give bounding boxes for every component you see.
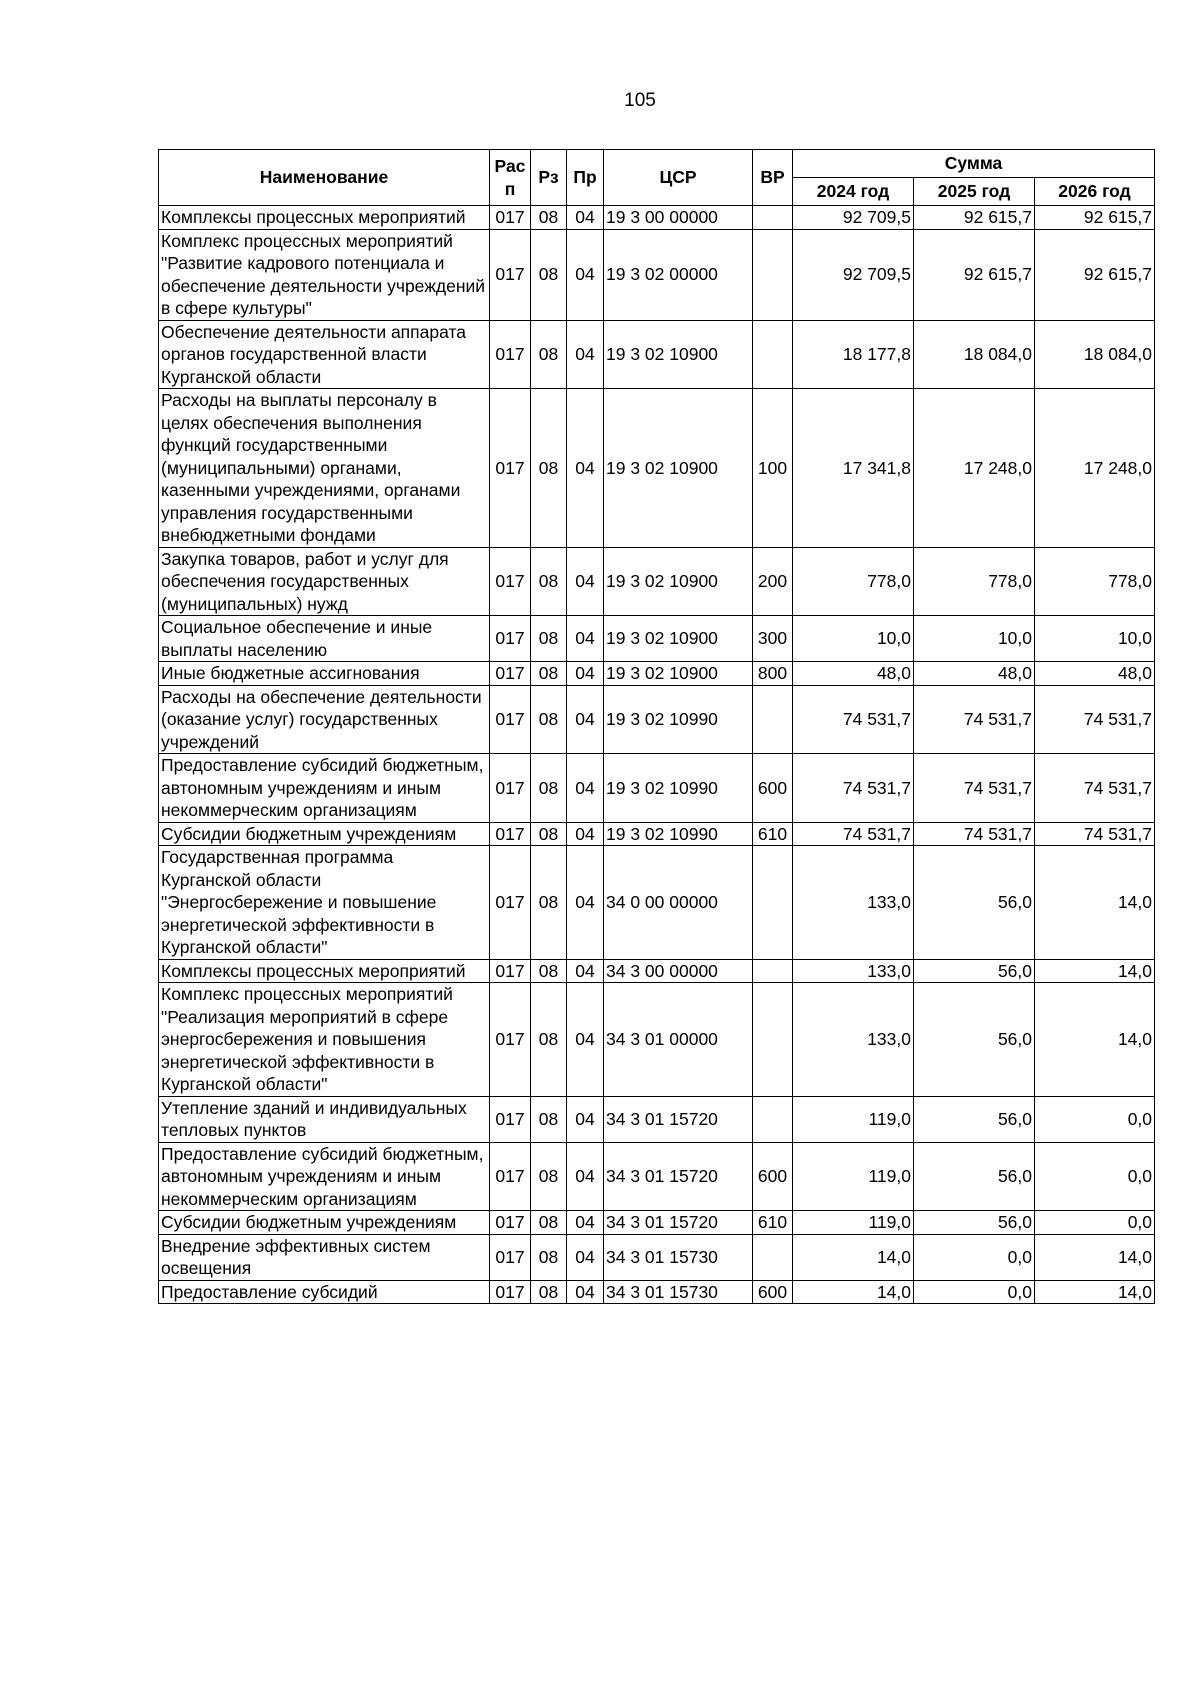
row-pr: 04	[567, 662, 604, 686]
row-amount-2025: 0,0	[914, 1280, 1035, 1304]
row-name: Предоставление субсидий	[159, 1280, 490, 1304]
table-body	[159, 206, 1155, 1304]
row-amount-2025: 74 531,7	[914, 754, 1035, 823]
row-amount-2026: 0,0	[1035, 1142, 1155, 1211]
row-pr: 04	[567, 822, 604, 846]
budget-table	[158, 149, 1155, 1304]
row-amount-2024: 119,0	[793, 1142, 914, 1211]
row-rasp: 017	[490, 662, 531, 686]
row-pr: 04	[567, 229, 604, 320]
row-rz: 08	[531, 1280, 567, 1304]
row-pr: 04	[567, 1280, 604, 1304]
row-name: Иные бюджетные ассигнования	[159, 662, 490, 686]
row-rasp: 017	[490, 389, 531, 548]
row-amount-2026: 92 615,7	[1035, 206, 1155, 230]
row-pr: 04	[567, 983, 604, 1097]
row-csr: 19 3 02 10990	[604, 685, 753, 754]
row-vr: 800	[753, 662, 793, 686]
header-csr: ЦСР	[604, 150, 753, 206]
row-amount-2026: 14,0	[1035, 959, 1155, 983]
page-number: 105	[624, 90, 656, 111]
table-row	[159, 1234, 1155, 1280]
row-vr	[753, 959, 793, 983]
row-rasp: 017	[490, 822, 531, 846]
table-row	[159, 685, 1155, 754]
row-pr: 04	[567, 389, 604, 548]
row-rz: 08	[531, 1142, 567, 1211]
row-amount-2024: 92 709,5	[793, 206, 914, 230]
row-amount-2026: 10,0	[1035, 616, 1155, 662]
row-vr: 600	[753, 754, 793, 823]
row-amount-2024: 133,0	[793, 983, 914, 1097]
row-vr: 200	[753, 547, 793, 616]
row-amount-2026: 48,0	[1035, 662, 1155, 686]
row-rasp: 017	[490, 320, 531, 389]
row-rasp: 017	[490, 1211, 531, 1235]
table-row	[159, 547, 1155, 616]
row-rz: 08	[531, 1096, 567, 1142]
row-pr: 04	[567, 1234, 604, 1280]
row-csr: 34 3 01 15720	[604, 1211, 753, 1235]
row-vr	[753, 1096, 793, 1142]
row-csr: 19 3 02 10900	[604, 662, 753, 686]
row-amount-2025: 56,0	[914, 1096, 1035, 1142]
row-name: Комплексы процессных мероприятий	[159, 206, 490, 230]
header-pr: Пр	[567, 150, 604, 206]
row-rasp: 017	[490, 754, 531, 823]
row-name: Внедрение эффективных систем освещения	[159, 1234, 490, 1280]
row-vr	[753, 206, 793, 230]
row-amount-2024: 14,0	[793, 1280, 914, 1304]
row-amount-2025: 18 084,0	[914, 320, 1035, 389]
row-amount-2024: 92 709,5	[793, 229, 914, 320]
row-rz: 08	[531, 959, 567, 983]
row-pr: 04	[567, 1142, 604, 1211]
row-csr: 34 0 00 00000	[604, 846, 753, 960]
row-name: Предоставление субсидий бюджетным, автономным учреждениям и иным некоммерческим организациям	[159, 1142, 490, 1211]
row-pr: 04	[567, 1096, 604, 1142]
row-vr: 610	[753, 822, 793, 846]
row-rz: 08	[531, 616, 567, 662]
row-amount-2025: 92 615,7	[914, 229, 1035, 320]
row-amount-2025: 56,0	[914, 846, 1035, 960]
row-vr: 600	[753, 1280, 793, 1304]
table-row	[159, 822, 1155, 846]
row-amount-2025: 74 531,7	[914, 822, 1035, 846]
row-name: Расходы на выплаты персоналу в целях обеспечения выполнения функций государственными (муниципальными) органами, казенными учреждениями, органами управления государственными внебюджетными фондами	[159, 389, 490, 548]
row-rz: 08	[531, 662, 567, 686]
row-rasp: 017	[490, 1280, 531, 1304]
row-rz: 08	[531, 685, 567, 754]
row-amount-2026: 14,0	[1035, 1280, 1155, 1304]
row-amount-2024: 119,0	[793, 1096, 914, 1142]
row-rasp: 017	[490, 983, 531, 1097]
row-amount-2026: 0,0	[1035, 1096, 1155, 1142]
row-name: Утепление зданий и индивидуальных тепловых пунктов	[159, 1096, 490, 1142]
row-vr: 300	[753, 616, 793, 662]
row-rz: 08	[531, 389, 567, 548]
row-csr: 34 3 01 15720	[604, 1096, 753, 1142]
row-amount-2024: 74 531,7	[793, 754, 914, 823]
row-rasp: 017	[490, 1234, 531, 1280]
table-row	[159, 983, 1155, 1097]
row-amount-2026: 74 531,7	[1035, 685, 1155, 754]
header-year-2026: 2026 год	[1035, 178, 1155, 206]
row-vr: 100	[753, 389, 793, 548]
row-csr: 34 3 01 15720	[604, 1142, 753, 1211]
row-amount-2025: 778,0	[914, 547, 1035, 616]
row-csr: 34 3 01 15730	[604, 1234, 753, 1280]
row-name: Комплексы процессных мероприятий	[159, 959, 490, 983]
table-row	[159, 229, 1155, 320]
row-amount-2025: 10,0	[914, 616, 1035, 662]
row-pr: 04	[567, 320, 604, 389]
header-year-2025: 2025 год	[914, 178, 1035, 206]
row-amount-2025: 74 531,7	[914, 685, 1035, 754]
row-rz: 08	[531, 754, 567, 823]
row-rz: 08	[531, 547, 567, 616]
table-row	[159, 662, 1155, 686]
row-amount-2025: 0,0	[914, 1234, 1035, 1280]
row-amount-2026: 74 531,7	[1035, 754, 1155, 823]
row-rasp: 017	[490, 547, 531, 616]
row-name: Предоставление субсидий бюджетным, автономным учреждениям и иным некоммерческим организациям	[159, 754, 490, 823]
row-amount-2026: 778,0	[1035, 547, 1155, 616]
row-rz: 08	[531, 229, 567, 320]
row-pr: 04	[567, 846, 604, 960]
row-rasp: 017	[490, 1096, 531, 1142]
row-vr	[753, 983, 793, 1097]
row-amount-2025: 56,0	[914, 959, 1035, 983]
row-csr: 19 3 02 10900	[604, 547, 753, 616]
row-csr: 34 3 01 15730	[604, 1280, 753, 1304]
row-rz: 08	[531, 206, 567, 230]
row-name: Государственная программа Курганской области "Энергосбережение и повышение энергетической эффективности в Курганской области"	[159, 846, 490, 960]
row-amount-2026: 17 248,0	[1035, 389, 1155, 548]
row-amount-2024: 18 177,8	[793, 320, 914, 389]
row-rz: 08	[531, 983, 567, 1097]
row-csr: 34 3 00 00000	[604, 959, 753, 983]
row-rasp: 017	[490, 959, 531, 983]
table-row	[159, 846, 1155, 960]
table-row	[159, 206, 1155, 230]
row-pr: 04	[567, 547, 604, 616]
row-amount-2026: 18 084,0	[1035, 320, 1155, 389]
row-pr: 04	[567, 685, 604, 754]
row-name: Социальное обеспечение и иные выплаты населению	[159, 616, 490, 662]
row-rz: 08	[531, 320, 567, 389]
header-vr: ВР	[753, 150, 793, 206]
header-year-2024: 2024 год	[793, 178, 914, 206]
header-rasp: Рас п	[490, 150, 531, 206]
row-vr	[753, 229, 793, 320]
table-row	[159, 1142, 1155, 1211]
row-amount-2025: 17 248,0	[914, 389, 1035, 548]
row-csr: 19 3 02 00000	[604, 229, 753, 320]
row-name: Закупка товаров, работ и услуг для обеспечения государственных (муниципальных) нужд	[159, 547, 490, 616]
row-pr: 04	[567, 754, 604, 823]
row-rasp: 017	[490, 206, 531, 230]
row-name: Комплекс процессных мероприятий "Развитие кадрового потенциала и обеспечение деятельности учреждений в сфере культуры"	[159, 229, 490, 320]
row-csr: 19 3 00 00000	[604, 206, 753, 230]
row-name: Субсидии бюджетным учреждениям	[159, 822, 490, 846]
row-amount-2026: 14,0	[1035, 1234, 1155, 1280]
row-vr	[753, 1234, 793, 1280]
row-amount-2025: 48,0	[914, 662, 1035, 686]
row-csr: 19 3 02 10900	[604, 389, 753, 548]
row-amount-2024: 10,0	[793, 616, 914, 662]
row-amount-2025: 92 615,7	[914, 206, 1035, 230]
table-row	[159, 1096, 1155, 1142]
table-header	[159, 150, 1155, 206]
row-pr: 04	[567, 1211, 604, 1235]
row-csr: 19 3 02 10900	[604, 320, 753, 389]
row-rasp: 017	[490, 229, 531, 320]
row-amount-2024: 14,0	[793, 1234, 914, 1280]
row-csr: 34 3 01 00000	[604, 983, 753, 1097]
row-amount-2024: 17 341,8	[793, 389, 914, 548]
table-row	[159, 1211, 1155, 1235]
row-pr: 04	[567, 616, 604, 662]
row-name: Субсидии бюджетным учреждениям	[159, 1211, 490, 1235]
row-rasp: 017	[490, 1142, 531, 1211]
row-vr	[753, 846, 793, 960]
table-row	[159, 959, 1155, 983]
row-csr: 19 3 02 10990	[604, 754, 753, 823]
row-amount-2025: 56,0	[914, 1211, 1035, 1235]
row-name: Расходы на обеспечение деятельности (оказание услуг) государственных учреждений	[159, 685, 490, 754]
row-amount-2025: 56,0	[914, 983, 1035, 1097]
row-pr: 04	[567, 206, 604, 230]
table-row	[159, 754, 1155, 823]
row-rz: 08	[531, 846, 567, 960]
row-amount-2024: 133,0	[793, 959, 914, 983]
row-name: Обеспечение деятельности аппарата органов государственной власти Курганской области	[159, 320, 490, 389]
row-amount-2026: 92 615,7	[1035, 229, 1155, 320]
row-vr: 610	[753, 1211, 793, 1235]
row-amount-2026: 14,0	[1035, 846, 1155, 960]
table-row	[159, 1280, 1155, 1304]
table-row	[159, 320, 1155, 389]
row-amount-2024: 778,0	[793, 547, 914, 616]
header-sum: Сумма	[793, 150, 1155, 178]
row-amount-2026: 14,0	[1035, 983, 1155, 1097]
row-amount-2024: 74 531,7	[793, 685, 914, 754]
row-rz: 08	[531, 822, 567, 846]
row-amount-2024: 133,0	[793, 846, 914, 960]
row-rasp: 017	[490, 616, 531, 662]
header-rz: Рз	[531, 150, 567, 206]
table-row	[159, 616, 1155, 662]
row-amount-2024: 119,0	[793, 1211, 914, 1235]
row-amount-2025: 56,0	[914, 1142, 1035, 1211]
row-csr: 19 3 02 10900	[604, 616, 753, 662]
row-amount-2026: 74 531,7	[1035, 822, 1155, 846]
row-rz: 08	[531, 1234, 567, 1280]
row-amount-2024: 74 531,7	[793, 822, 914, 846]
row-csr: 19 3 02 10990	[604, 822, 753, 846]
row-rasp: 017	[490, 685, 531, 754]
row-pr: 04	[567, 959, 604, 983]
table-row	[159, 389, 1155, 548]
row-rasp: 017	[490, 846, 531, 960]
row-vr	[753, 685, 793, 754]
row-name: Комплекс процессных мероприятий "Реализация мероприятий в сфере энергосбережения и повышения энергетической эффективности в Курганской области"	[159, 983, 490, 1097]
row-amount-2026: 0,0	[1035, 1211, 1155, 1235]
row-vr	[753, 320, 793, 389]
row-vr: 600	[753, 1142, 793, 1211]
header-name: Наименование	[159, 150, 490, 206]
row-rz: 08	[531, 1211, 567, 1235]
row-amount-2024: 48,0	[793, 662, 914, 686]
